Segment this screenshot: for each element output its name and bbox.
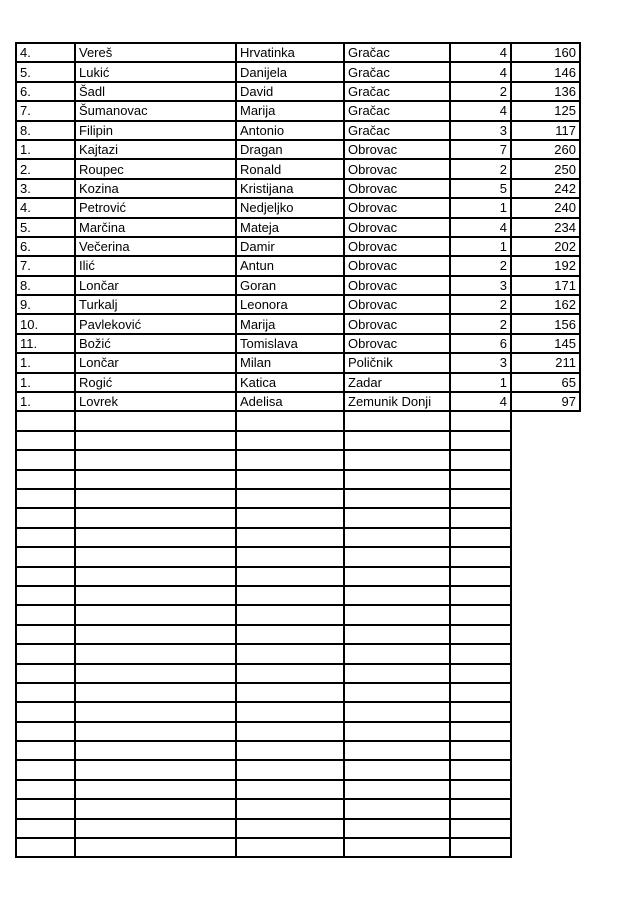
empty-cell-surname	[76, 742, 237, 761]
cell-place: Obrovac	[345, 180, 451, 199]
empty-cell-place	[345, 490, 451, 509]
empty-cell-position	[17, 703, 76, 722]
cell-position: 3.	[17, 180, 76, 199]
cell-score: 260	[512, 141, 581, 160]
cell-position: 6.	[17, 83, 76, 102]
empty-cell-first-name	[237, 665, 345, 684]
cell-first-name: David	[237, 83, 345, 102]
empty-cell-surname	[76, 412, 237, 431]
empty-cell-surname	[76, 606, 237, 625]
empty-cell-surname	[76, 490, 237, 509]
empty-cell-place	[345, 432, 451, 451]
empty-cell-position	[17, 587, 76, 606]
cell-place: Obrovac	[345, 335, 451, 354]
cell-place: Zemunik Donji	[345, 393, 451, 412]
cell-count: 3	[451, 277, 512, 296]
cell-position: 4.	[17, 199, 76, 218]
cell-position: 5.	[17, 63, 76, 82]
empty-cell-position	[17, 606, 76, 625]
cell-position: 1.	[17, 354, 76, 373]
cell-first-name: Antonio	[237, 122, 345, 141]
empty-cell-first-name	[237, 626, 345, 645]
cell-surname: Marčina	[76, 219, 237, 238]
ghost-cell	[512, 800, 581, 819]
cell-count: 1	[451, 238, 512, 257]
cell-count: 4	[451, 393, 512, 412]
cell-count: 3	[451, 354, 512, 373]
empty-cell-first-name	[237, 412, 345, 431]
cell-count: 4	[451, 63, 512, 82]
cell-first-name: Damir	[237, 238, 345, 257]
cell-surname: Šadl	[76, 83, 237, 102]
empty-cell-position	[17, 548, 76, 567]
empty-cell-place	[345, 665, 451, 684]
empty-cell-first-name	[237, 432, 345, 451]
empty-cell-place	[345, 471, 451, 490]
cell-first-name: Mateja	[237, 219, 345, 238]
cell-count: 3	[451, 122, 512, 141]
empty-cell-place	[345, 645, 451, 664]
cell-position: 8.	[17, 277, 76, 296]
cell-score: 242	[512, 180, 581, 199]
empty-cell-count	[451, 471, 512, 490]
cell-count: 5	[451, 180, 512, 199]
empty-cell-count	[451, 626, 512, 645]
cell-place: Obrovac	[345, 257, 451, 276]
empty-cell-surname	[76, 568, 237, 587]
cell-count: 4	[451, 102, 512, 121]
empty-cell-place	[345, 781, 451, 800]
empty-cell-first-name	[237, 703, 345, 722]
empty-cell-first-name	[237, 761, 345, 780]
cell-surname: Lukić	[76, 63, 237, 82]
empty-cell-place	[345, 800, 451, 819]
ghost-cell	[512, 412, 581, 431]
ghost-cell	[512, 703, 581, 722]
empty-cell-first-name	[237, 529, 345, 548]
cell-score: 117	[512, 122, 581, 141]
cell-position: 1.	[17, 393, 76, 412]
cell-position: 11.	[17, 335, 76, 354]
empty-cell-place	[345, 839, 451, 858]
cell-surname: Božić	[76, 335, 237, 354]
empty-cell-surname	[76, 451, 237, 470]
cell-surname: Pavleković	[76, 315, 237, 334]
empty-cell-surname	[76, 529, 237, 548]
empty-cell-place	[345, 820, 451, 839]
empty-cell-place	[345, 626, 451, 645]
cell-score: 156	[512, 315, 581, 334]
empty-cell-first-name	[237, 839, 345, 858]
empty-cell-count	[451, 548, 512, 567]
empty-cell-first-name	[237, 490, 345, 509]
ghost-cell	[512, 723, 581, 742]
cell-surname: Turkalj	[76, 296, 237, 315]
cell-score: 171	[512, 277, 581, 296]
empty-cell-place	[345, 451, 451, 470]
cell-score: 250	[512, 160, 581, 179]
cell-first-name: Katica	[237, 374, 345, 393]
empty-cell-position	[17, 529, 76, 548]
cell-position: 4.	[17, 44, 76, 63]
cell-surname: Šumanovac	[76, 102, 237, 121]
empty-cell-count	[451, 665, 512, 684]
cell-first-name: Adelisa	[237, 393, 345, 412]
empty-cell-surname	[76, 645, 237, 664]
empty-cell-position	[17, 626, 76, 645]
cell-position: 9.	[17, 296, 76, 315]
ghost-cell	[512, 490, 581, 509]
cell-score: 234	[512, 219, 581, 238]
empty-cell-place	[345, 761, 451, 780]
empty-cell-first-name	[237, 645, 345, 664]
cell-first-name: Tomislava	[237, 335, 345, 354]
empty-cell-place	[345, 509, 451, 528]
empty-cell-count	[451, 606, 512, 625]
ghost-cell	[512, 684, 581, 703]
cell-position: 1.	[17, 374, 76, 393]
cell-surname: Petrović	[76, 199, 237, 218]
empty-cell-position	[17, 509, 76, 528]
cell-count: 2	[451, 296, 512, 315]
empty-cell-position	[17, 432, 76, 451]
cell-first-name: Ronald	[237, 160, 345, 179]
cell-position: 7.	[17, 102, 76, 121]
empty-cell-count	[451, 568, 512, 587]
cell-place: Obrovac	[345, 315, 451, 334]
cell-position: 6.	[17, 238, 76, 257]
empty-cell-count	[451, 529, 512, 548]
empty-cell-first-name	[237, 568, 345, 587]
cell-count: 2	[451, 83, 512, 102]
cell-count: 4	[451, 219, 512, 238]
cell-place: Obrovac	[345, 277, 451, 296]
cell-first-name: Kristijana	[237, 180, 345, 199]
empty-cell-count	[451, 800, 512, 819]
empty-cell-count	[451, 703, 512, 722]
empty-cell-surname	[76, 703, 237, 722]
cell-score: 192	[512, 257, 581, 276]
cell-score: 65	[512, 374, 581, 393]
empty-cell-count	[451, 509, 512, 528]
empty-cell-surname	[76, 684, 237, 703]
cell-count: 6	[451, 335, 512, 354]
cell-place: Obrovac	[345, 238, 451, 257]
cell-score: 97	[512, 393, 581, 412]
cell-score: 146	[512, 63, 581, 82]
empty-cell-surname	[76, 761, 237, 780]
cell-surname: Ilić	[76, 257, 237, 276]
empty-cell-position	[17, 800, 76, 819]
empty-cell-count	[451, 432, 512, 451]
cell-position: 1.	[17, 141, 76, 160]
empty-cell-place	[345, 568, 451, 587]
empty-cell-position	[17, 665, 76, 684]
cell-first-name: Danijela	[237, 63, 345, 82]
cell-surname: Rogić	[76, 374, 237, 393]
empty-cell-first-name	[237, 800, 345, 819]
empty-cell-position	[17, 645, 76, 664]
empty-cell-position	[17, 761, 76, 780]
ghost-cell	[512, 781, 581, 800]
ghost-cell	[512, 645, 581, 664]
empty-cell-first-name	[237, 781, 345, 800]
cell-place: Gračac	[345, 44, 451, 63]
cell-count: 2	[451, 257, 512, 276]
cell-count: 4	[451, 44, 512, 63]
ghost-cell	[512, 606, 581, 625]
empty-cell-count	[451, 587, 512, 606]
cell-count: 1	[451, 374, 512, 393]
cell-surname: Filipin	[76, 122, 237, 141]
empty-cell-surname	[76, 587, 237, 606]
cell-place: Gračac	[345, 102, 451, 121]
cell-place: Zadar	[345, 374, 451, 393]
empty-cell-surname	[76, 781, 237, 800]
cell-first-name: Dragan	[237, 141, 345, 160]
cell-surname: Roupec	[76, 160, 237, 179]
cell-position: 8.	[17, 122, 76, 141]
empty-cell-position	[17, 451, 76, 470]
cell-place: Obrovac	[345, 296, 451, 315]
cell-place: Gračac	[345, 83, 451, 102]
empty-cell-position	[17, 742, 76, 761]
empty-cell-surname	[76, 839, 237, 858]
cell-score: 125	[512, 102, 581, 121]
cell-surname: Lončar	[76, 277, 237, 296]
empty-cell-surname	[76, 471, 237, 490]
empty-cell-place	[345, 703, 451, 722]
cell-position: 2.	[17, 160, 76, 179]
cell-place: Gračac	[345, 122, 451, 141]
cell-surname: Kozina	[76, 180, 237, 199]
empty-cell-count	[451, 645, 512, 664]
ghost-cell	[512, 626, 581, 645]
empty-cell-place	[345, 723, 451, 742]
empty-cell-first-name	[237, 451, 345, 470]
empty-cell-position	[17, 412, 76, 431]
ghost-cell	[512, 820, 581, 839]
empty-cell-first-name	[237, 509, 345, 528]
ghost-cell	[512, 665, 581, 684]
cell-first-name: Leonora	[237, 296, 345, 315]
cell-position: 5.	[17, 219, 76, 238]
empty-cell-surname	[76, 820, 237, 839]
cell-first-name: Milan	[237, 354, 345, 373]
empty-cell-count	[451, 742, 512, 761]
cell-place: Gračac	[345, 63, 451, 82]
empty-cell-surname	[76, 432, 237, 451]
cell-place: Obrovac	[345, 160, 451, 179]
cell-surname: Večerina	[76, 238, 237, 257]
empty-cell-surname	[76, 626, 237, 645]
empty-cell-count	[451, 781, 512, 800]
cell-place: Obrovac	[345, 141, 451, 160]
empty-cell-position	[17, 471, 76, 490]
cell-count: 2	[451, 160, 512, 179]
empty-cell-place	[345, 412, 451, 431]
ghost-cell	[512, 509, 581, 528]
empty-cell-place	[345, 548, 451, 567]
empty-cell-first-name	[237, 471, 345, 490]
empty-cell-first-name	[237, 606, 345, 625]
empty-cell-first-name	[237, 820, 345, 839]
empty-cell-position	[17, 684, 76, 703]
cell-score: 211	[512, 354, 581, 373]
cell-count: 2	[451, 315, 512, 334]
empty-cell-count	[451, 490, 512, 509]
cell-position: 7.	[17, 257, 76, 276]
cell-surname: Vereš	[76, 44, 237, 63]
ghost-cell	[512, 742, 581, 761]
cell-place: Obrovac	[345, 199, 451, 218]
empty-cell-surname	[76, 723, 237, 742]
empty-cell-position	[17, 568, 76, 587]
cell-surname: Lončar	[76, 354, 237, 373]
empty-cell-position	[17, 820, 76, 839]
ghost-cell	[512, 471, 581, 490]
empty-cell-count	[451, 761, 512, 780]
empty-cell-first-name	[237, 684, 345, 703]
cell-position: 10.	[17, 315, 76, 334]
empty-cell-first-name	[237, 548, 345, 567]
cell-count: 1	[451, 199, 512, 218]
cell-first-name: Goran	[237, 277, 345, 296]
cell-score: 162	[512, 296, 581, 315]
empty-cell-position	[17, 781, 76, 800]
cell-first-name: Hrvatinka	[237, 44, 345, 63]
ghost-cell	[512, 761, 581, 780]
ghost-cell	[512, 432, 581, 451]
ghost-cell	[512, 451, 581, 470]
ghost-cell	[512, 839, 581, 858]
empty-cell-surname	[76, 665, 237, 684]
empty-cell-position	[17, 723, 76, 742]
empty-cell-place	[345, 684, 451, 703]
cell-place: Poličnik	[345, 354, 451, 373]
cell-count: 7	[451, 141, 512, 160]
cell-surname: Kajtazi	[76, 141, 237, 160]
cell-first-name: Nedjeljko	[237, 199, 345, 218]
cell-score: 160	[512, 44, 581, 63]
ghost-cell	[512, 587, 581, 606]
empty-cell-place	[345, 742, 451, 761]
empty-cell-place	[345, 587, 451, 606]
empty-cell-place	[345, 529, 451, 548]
empty-cell-count	[451, 839, 512, 858]
cell-first-name: Marija	[237, 102, 345, 121]
ghost-cell	[512, 548, 581, 567]
ghost-cell	[512, 529, 581, 548]
empty-cell-surname	[76, 548, 237, 567]
cell-score: 240	[512, 199, 581, 218]
empty-cell-count	[451, 412, 512, 431]
empty-cell-count	[451, 451, 512, 470]
empty-cell-position	[17, 839, 76, 858]
cell-place: Obrovac	[345, 219, 451, 238]
empty-cell-count	[451, 723, 512, 742]
ghost-cell	[512, 568, 581, 587]
empty-cell-surname	[76, 509, 237, 528]
empty-cell-first-name	[237, 742, 345, 761]
cell-first-name: Marija	[237, 315, 345, 334]
cell-first-name: Antun	[237, 257, 345, 276]
empty-cell-position	[17, 490, 76, 509]
empty-cell-first-name	[237, 587, 345, 606]
results-table	[15, 42, 581, 858]
empty-cell-place	[345, 606, 451, 625]
cell-surname: Lovrek	[76, 393, 237, 412]
empty-cell-first-name	[237, 723, 345, 742]
cell-score: 202	[512, 238, 581, 257]
empty-cell-count	[451, 684, 512, 703]
empty-cell-surname	[76, 800, 237, 819]
cell-score: 136	[512, 83, 581, 102]
cell-score: 145	[512, 335, 581, 354]
empty-cell-count	[451, 820, 512, 839]
